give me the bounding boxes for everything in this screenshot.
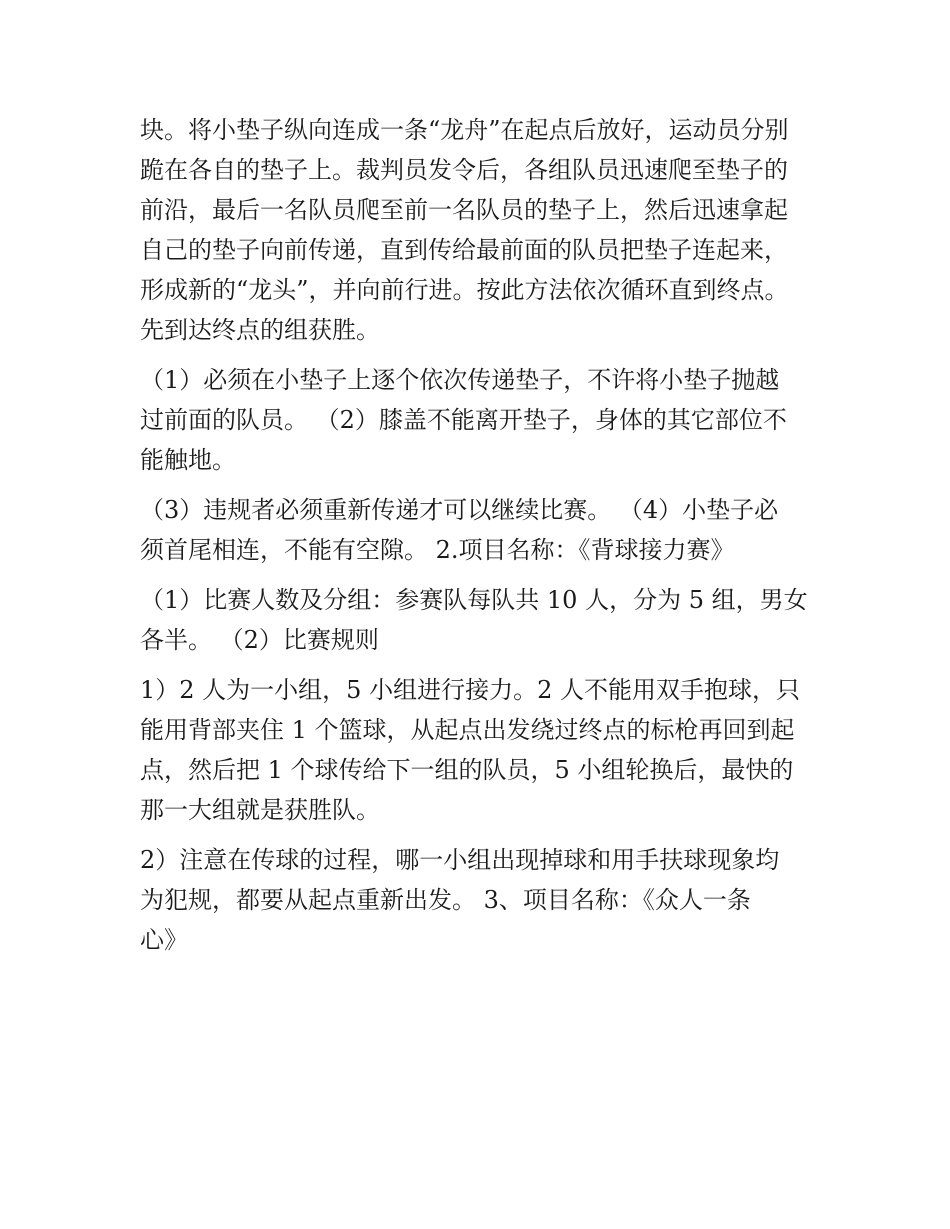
text-line: （3）违规者必须重新传递才可以继续比赛。 （4）小垫子必 — [140, 496, 779, 524]
paragraph-gap — [140, 350, 830, 360]
text-line: 跪在各自的垫子上。裁判员发令后，各组队员迅速爬至垫子的 — [140, 156, 788, 184]
text-line: 过前面的队员。 （2）膝盖不能离开垫子，身体的其它部位不 — [140, 406, 787, 434]
text-line: 为犯规，都要从起点重新出发。 3、项目名称：《众人一条 — [140, 886, 751, 914]
text-line: 自己的垫子向前传递，直到传给最前面的队员把垫子连起来， — [140, 236, 788, 264]
text-line: 点，然后把 1 个球传给下一组的队员，5 小组轮换后，最快的 — [140, 756, 794, 784]
document-body — [140, 110, 830, 960]
text-line: 先到达终点的组获胜。 — [140, 316, 380, 344]
paragraph-gap — [140, 480, 830, 490]
text-line: 那一大组就是获胜队。 — [140, 796, 380, 824]
text-line: 块。将小垫子纵向连成一条“龙舟”在起点后放好，运动员分别 — [140, 116, 789, 144]
paragraph-gap — [140, 570, 830, 580]
paragraph-gap — [140, 830, 830, 840]
text-line: （1）必须在小垫子上逐个依次传递垫子，不许将小垫子抛越 — [140, 366, 780, 394]
text-line: 心》 — [140, 926, 188, 954]
text-line: 能触地。 — [140, 446, 236, 474]
text-line: 形成新的“龙头”，并向前行进。按此方法依次循环直到终点。 — [140, 276, 789, 304]
paragraph-gap — [140, 660, 830, 670]
text-line: 能用背部夹住 1 个篮球，从起点出发绕过终点的标枪再回到起 — [140, 716, 795, 744]
text-line: 各半。 （2）比赛规则 — [140, 626, 379, 654]
text-line: 前沿，最后一名队员爬至前一名队员的垫子上，然后迅速拿起 — [140, 196, 788, 224]
text-line: 1）2 人为一小组，5 小组进行接力。2 人不能用双手抱球，只 — [140, 676, 800, 704]
text-line: （1）比赛人数及分组：参赛队每队共 10 人，分为 5 组，男女 — [140, 586, 808, 614]
text-line: 须首尾相连，不能有空隙。 2.项目名称：《背球接力赛》 — [140, 536, 735, 564]
text-line: 2）注意在传球的过程，哪一小组出现掉球和用手扶球现象均 — [140, 846, 780, 874]
